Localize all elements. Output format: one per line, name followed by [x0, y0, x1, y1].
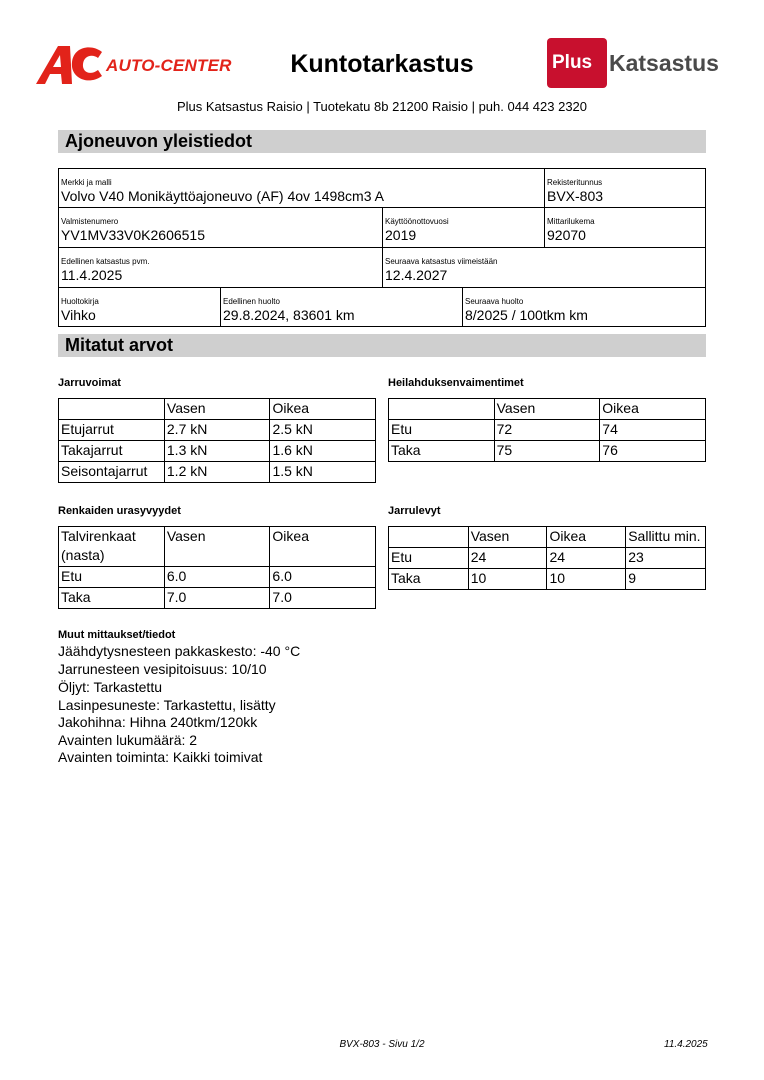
first-use-year-value: 2019: [385, 227, 417, 243]
vin-label: Valmistenumero: [61, 217, 119, 226]
table-header-cell: Oikea: [270, 399, 376, 420]
odometer-cell: [544, 207, 706, 248]
table-header-row: [59, 527, 376, 567]
table-cell: 6.0: [164, 567, 270, 588]
other-measurement-line: Jäähdytysnesteen pakkaskesto: -40 °C: [58, 643, 301, 659]
table-row: [59, 588, 376, 609]
table-header-cell: [59, 399, 165, 420]
footer-date: 11.4.2025: [664, 1039, 708, 1050]
other-measurement-line: Avainten toiminta: Kaikki toimivat: [58, 749, 263, 765]
table-cell: 2.5 kN: [270, 420, 376, 441]
table-cell: 74: [600, 420, 706, 441]
registration-label: Rekisteritunnus: [547, 178, 603, 187]
table-header-cell: Oikea: [270, 527, 376, 567]
table-cell: 7.0: [164, 588, 270, 609]
plus-logo-word: Plus: [552, 52, 593, 73]
next-inspection-label: Seuraava katsastus viimeistään: [385, 257, 498, 266]
table-cell: 2.7 kN: [164, 420, 270, 441]
prev-service-value: 29.8.2024, 83601 km: [223, 307, 355, 323]
table-cell: Takajarrut: [59, 441, 165, 462]
table-row: [59, 420, 376, 441]
page-title: Kuntotarkastus: [290, 50, 474, 78]
registration-cell: [544, 168, 706, 208]
table-cell: 7.0: [270, 588, 376, 609]
table-row: [59, 567, 376, 588]
table-cell: Taka: [59, 588, 165, 609]
footer-page-number: BVX-803 - Sivu 1/2: [339, 1039, 425, 1050]
other-measurements-heading: Muut mittaukset/tiedot: [58, 629, 176, 641]
next-inspection-value: 12.4.2027: [385, 267, 448, 283]
make-model-label: Merkki ja malli: [61, 178, 112, 187]
table-row: [389, 420, 706, 441]
plus-katsastus-logo: [547, 38, 729, 88]
table-row: [59, 462, 376, 483]
katsastus-logo-word: Katsastus: [609, 50, 719, 76]
tires-table: [58, 526, 376, 609]
section-title-measured: Mitatut arvot: [58, 334, 706, 357]
table-cell: Seisontajarrut: [59, 462, 165, 483]
table-header-cell: Sallittu min.: [626, 527, 706, 548]
table-cell: 75: [494, 441, 600, 462]
prev-inspection-value: 11.4.2025: [61, 267, 123, 283]
table-header-cell: Oikea: [600, 399, 706, 420]
odometer-value: 92070: [547, 227, 586, 243]
prev-service-cell: [220, 287, 463, 327]
table-cell: 6.0: [270, 567, 376, 588]
next-service-cell: [462, 287, 706, 327]
table-header-cell: Vasen: [468, 527, 547, 548]
table-header-row: [59, 399, 376, 420]
next-inspection-cell: [382, 247, 706, 288]
other-measurement-line: Öljyt: Tarkastettu: [58, 679, 163, 695]
table-cell: Etu: [389, 420, 495, 441]
table-cell: 1.6 kN: [270, 441, 376, 462]
table-row: [59, 441, 376, 462]
table-cell: 10: [468, 569, 547, 590]
shocks-heading: Heilahduksenvaimentimet: [388, 377, 524, 389]
make-model-value: Volvo V40 Monikäyttöajoneuvo (AF) 4ov 1498cm3 A: [61, 188, 384, 204]
next-service-label: Seuraava huolto: [465, 297, 524, 306]
table-cell: 23: [626, 548, 706, 569]
section-title-general: Ajoneuvon yleistiedot: [58, 130, 706, 153]
service-book-label: Huoltokirja: [61, 297, 99, 306]
next-service-value: 8/2025 / 100tkm km: [465, 307, 588, 323]
table-header-cell: Oikea: [547, 527, 626, 548]
registration-value: BVX-803: [547, 188, 604, 204]
table-cell: Etujarrut: [59, 420, 165, 441]
ac-logo-text: AUTO-CENTER: [106, 56, 232, 75]
service-book-value: Vihko: [61, 307, 96, 323]
shocks-table: [388, 398, 706, 462]
other-measurement-line: Avainten lukumäärä: 2: [58, 732, 198, 748]
table-row: [389, 569, 706, 590]
table-header-cell: Vasen: [494, 399, 600, 420]
ac-logo-mark-icon: [36, 44, 116, 86]
other-measurement-line: Jakohihna: Hihna 240tkm/120kk: [58, 714, 258, 730]
table-cell: 10: [547, 569, 626, 590]
make-model-cell: [58, 168, 545, 208]
table-cell: 76: [600, 441, 706, 462]
discs-table: [388, 526, 706, 590]
table-cell: 1.2 kN: [164, 462, 270, 483]
tires-heading: Renkaiden urasyvyydet: [58, 505, 181, 517]
discs-heading: Jarrulevyt: [388, 505, 441, 517]
table-header-row: [389, 399, 706, 420]
table-header-cell: Talvirenkaat (nasta): [59, 527, 165, 567]
table-cell: 24: [547, 548, 626, 569]
other-measurement-line: Jarrunesteen vesipitoisuus: 10/10: [58, 661, 267, 677]
vin-cell: [58, 207, 383, 248]
prev-inspection-cell: [58, 247, 383, 288]
address-line: Plus Katsastus Raisio | Tuotekatu 8b 21200 Raisio | puh. 044 423 2320: [176, 99, 588, 114]
table-cell: 1.3 kN: [164, 441, 270, 462]
table-cell: Taka: [389, 441, 495, 462]
prev-service-label: Edellinen huolto: [223, 297, 280, 306]
table-cell: 9: [626, 569, 706, 590]
service-book-cell: [58, 287, 221, 327]
table-header-cell: Vasen: [164, 399, 270, 420]
prev-inspection-label: Edellinen katsastus pvm.: [61, 257, 150, 266]
table-cell: 1.5 kN: [270, 462, 376, 483]
table-row: [389, 441, 706, 462]
other-measurement-line: Lasinpesuneste: Tarkastettu, lisätty: [58, 697, 276, 713]
table-cell: 72: [494, 420, 600, 441]
brakes-table: [58, 398, 376, 483]
first-use-year-label: Käyttöönottovuosi: [385, 217, 449, 226]
table-cell: 24: [468, 548, 547, 569]
table-cell: Etu: [59, 567, 165, 588]
table-header-cell: [389, 527, 469, 548]
plus-badge: [547, 38, 607, 88]
auto-center-logo: [36, 44, 236, 86]
vin-value: YV1MV33V0K2606515: [61, 227, 205, 243]
table-cell: Etu: [389, 548, 469, 569]
odometer-label: Mittarilukema: [547, 217, 595, 226]
table-header-cell: Vasen: [164, 527, 270, 567]
table-header-cell: [389, 399, 495, 420]
table-cell: Taka: [389, 569, 469, 590]
brakes-heading: Jarruvoimat: [58, 377, 121, 389]
table-row: [389, 548, 706, 569]
first-use-year-cell: [382, 207, 545, 248]
table-header-row: [389, 527, 706, 548]
